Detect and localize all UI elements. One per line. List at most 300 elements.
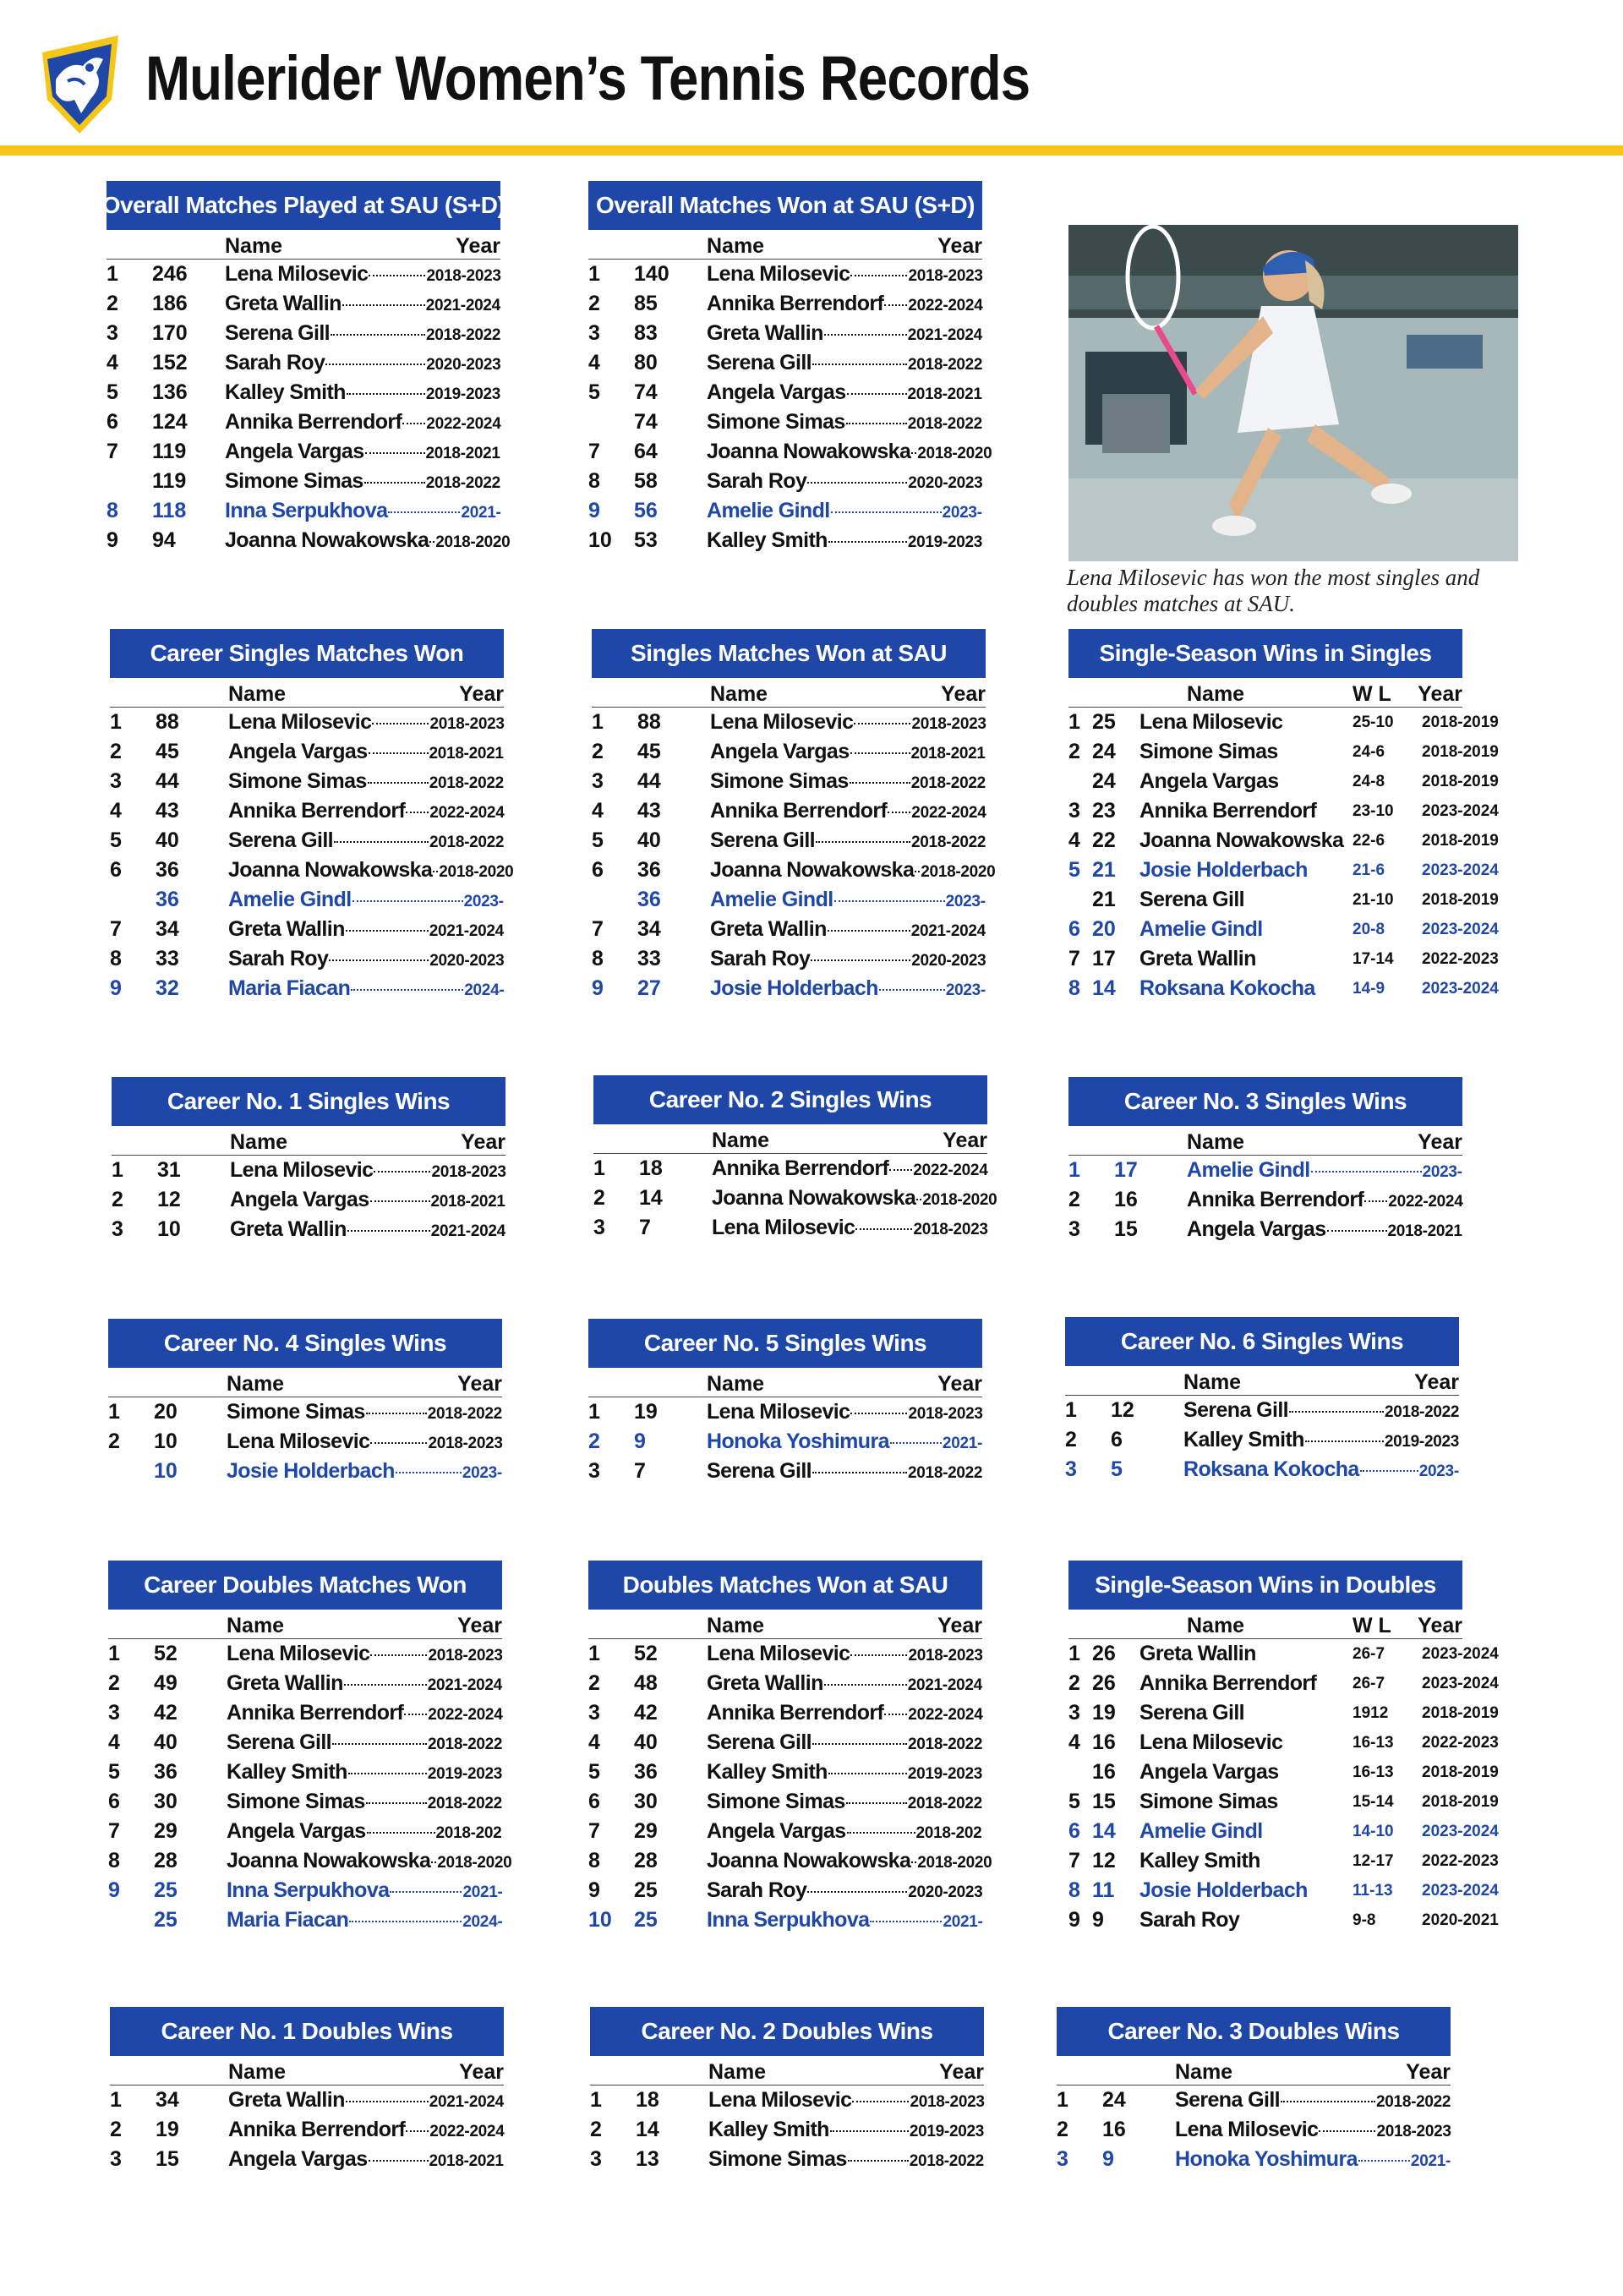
rank: 1	[108, 1400, 120, 1424]
rank: 3	[1057, 2147, 1068, 2171]
win-loss: 17-14	[1352, 950, 1394, 968]
record-value: 9	[634, 1430, 646, 1453]
dot-leader	[344, 1684, 427, 1686]
win-loss: 9-8	[1352, 1911, 1376, 1929]
record-row	[592, 767, 1031, 796]
column-header-row	[588, 1368, 982, 1397]
record-row	[1068, 1156, 1508, 1185]
player-name: Kalley Smith	[1183, 1428, 1304, 1451]
career-years: 2019-2023	[907, 1765, 983, 1783]
career-years: 2018-2020	[922, 1191, 997, 1209]
year-column-header: Year	[461, 1130, 505, 1154]
dot-leader	[850, 275, 907, 276]
record-value: 40	[154, 1730, 178, 1754]
player-entry	[225, 378, 512, 409]
section-title: Career No. 4 Singles Wins	[108, 1319, 502, 1368]
dot-leader	[850, 1654, 907, 1656]
dot-leader	[884, 304, 907, 306]
season-year: 2018-2019	[1422, 743, 1499, 761]
player-entry	[228, 767, 516, 798]
player-name: Annika Berrendorf	[1187, 1188, 1364, 1211]
player-name: Simone Simas	[227, 1790, 365, 1813]
player-entry	[225, 496, 512, 528]
player-name: Amelie Gindl	[710, 888, 833, 911]
rank: 6	[110, 858, 122, 882]
season-year: 2023-2024	[1422, 980, 1499, 998]
section-title: Career No. 2 Doubles Wins	[590, 2007, 984, 2056]
name-column-header: Name	[707, 1614, 765, 1637]
name-column-header: Name	[712, 1129, 770, 1152]
career-years: 2018-2022	[908, 1464, 983, 1482]
record-row	[107, 348, 546, 378]
player-name: Kalley Smith	[707, 1760, 828, 1784]
record-row	[110, 2086, 549, 2115]
player-entry	[227, 1728, 514, 1759]
record-value: 88	[156, 710, 179, 734]
career-years: 2018-2022	[426, 326, 501, 344]
player-name: Sarah Roy	[1139, 1908, 1240, 1932]
record-value: 10	[154, 1459, 178, 1483]
player-name: Serena Gill	[707, 351, 812, 374]
record-value: 43	[156, 799, 179, 823]
record-value: 23	[1092, 799, 1116, 823]
record-row	[1068, 1728, 1508, 1758]
player-name: Simone Simas	[707, 1790, 845, 1813]
player-name: Simone Simas	[1139, 740, 1278, 763]
record-value: 28	[634, 1849, 658, 1872]
rank: 3	[588, 321, 600, 345]
player-name: Honoka Yoshimura	[1175, 2147, 1358, 2171]
column-header-row	[112, 1126, 505, 1156]
record-row	[588, 407, 1028, 437]
record-value: 14	[639, 1186, 663, 1210]
rank: 9	[108, 1878, 120, 1902]
dot-leader	[890, 1442, 942, 1444]
rank: 3	[593, 1216, 605, 1239]
record-row	[1068, 708, 1508, 737]
dot-leader	[846, 423, 907, 424]
player-name: Angela Vargas	[228, 2147, 368, 2171]
player-name: Amelie Gindl	[1139, 917, 1263, 941]
record-value: 22	[1092, 828, 1116, 852]
record-row	[110, 826, 549, 856]
player-name: Simone Simas	[225, 469, 363, 493]
rank: 2	[110, 2118, 122, 2141]
year-column-header: Year	[1414, 1370, 1459, 1394]
record-row	[588, 1758, 1028, 1787]
record-row	[1068, 1758, 1508, 1787]
career-years: 2021-2024	[427, 1676, 502, 1694]
dot-leader	[370, 1442, 427, 1444]
rank: 5	[588, 1760, 600, 1784]
overall-played-section	[101, 181, 546, 555]
player-name: Lena Milosevic	[227, 1642, 370, 1665]
record-row	[107, 467, 546, 496]
player-name: Greta Wallin	[1139, 1642, 1256, 1665]
season-year: 2023-2024	[1422, 1645, 1499, 1663]
record-row	[108, 1817, 548, 1846]
record-row	[108, 1639, 548, 1669]
record-row	[112, 1185, 551, 1215]
player-entry	[710, 974, 997, 1005]
column-header-row	[110, 678, 504, 708]
section-title: Career No. 2 Singles Wins	[593, 1075, 987, 1124]
dot-leader	[884, 1714, 907, 1715]
player-entry	[707, 407, 994, 439]
career-years: 2022-2024	[911, 804, 986, 822]
record-row	[108, 1457, 548, 1486]
record-row	[1068, 915, 1508, 944]
record-row	[108, 1728, 548, 1758]
rank: 2	[107, 292, 118, 315]
dot-leader	[370, 1654, 427, 1656]
photo-caption: Lena Milosevic has won the most singles and doubles matches at SAU.	[1067, 565, 1480, 616]
record-row	[1068, 826, 1508, 856]
record-row	[588, 1817, 1028, 1846]
player-entry	[712, 1184, 999, 1215]
record-row	[108, 1397, 548, 1427]
player-name: Sarah Roy	[228, 947, 329, 970]
record-row	[588, 1427, 1028, 1457]
win-loss: 21-10	[1352, 891, 1394, 909]
doubles-sau-section	[588, 1561, 1028, 1935]
season-year: 2023-2024	[1422, 861, 1499, 879]
record-row	[110, 915, 549, 944]
player-name: Lena Milosevic	[707, 1642, 850, 1665]
player-name: Annika Berrendorf	[228, 2118, 406, 2141]
record-value: 6	[1111, 1428, 1123, 1451]
player-entry	[710, 944, 997, 976]
record-row	[588, 1698, 1028, 1728]
record-value: 21	[1092, 888, 1116, 911]
season-doubles-section	[1068, 1561, 1508, 1935]
record-row	[588, 348, 1028, 378]
player-name: Inna Serpukhova	[707, 1908, 870, 1932]
dot-leader	[824, 334, 907, 336]
season-year: 2023-2024	[1422, 1675, 1499, 1692]
rank: 2	[590, 2118, 602, 2141]
record-row	[588, 1905, 1028, 1935]
record-value: 136	[152, 380, 188, 404]
record-value: 18	[636, 2088, 659, 2112]
record-row	[108, 1787, 548, 1817]
rank: 8	[110, 947, 122, 970]
rank: 7	[1068, 1849, 1080, 1872]
rank: 1	[1068, 1158, 1080, 1182]
record-value: 5	[1111, 1457, 1123, 1481]
name-column-header: Name	[230, 1130, 288, 1154]
dot-leader	[367, 1832, 435, 1834]
player-name: Angela Vargas	[225, 440, 364, 463]
record-row	[588, 289, 1028, 319]
rank: 7	[108, 1819, 120, 1843]
player-entry	[707, 1728, 994, 1759]
record-value: 19	[156, 2118, 179, 2141]
page-title: Mulerider Women’s Tennis Records	[145, 43, 1030, 113]
career-years: 2018-2021	[425, 445, 500, 462]
player-name: Kalley Smith	[1139, 1849, 1260, 1872]
dot-leader	[406, 2130, 429, 2132]
year-column-header: Year	[457, 1614, 502, 1637]
career-years: 2020-2023	[911, 952, 986, 970]
record-value: 33	[156, 947, 179, 970]
record-row	[1057, 2086, 1496, 2115]
player-name: Amelie Gindl	[228, 888, 352, 911]
player-entry	[228, 826, 516, 857]
record-row	[1068, 1787, 1508, 1817]
rank: 8	[1068, 976, 1080, 1000]
season-year: 2023-2024	[1422, 1882, 1499, 1900]
record-value: 152	[152, 351, 188, 374]
record-row	[592, 826, 1031, 856]
year-column-header: Year	[1418, 1130, 1462, 1154]
career-years: 2022-2024	[908, 297, 983, 314]
rank: 8	[108, 1849, 120, 1872]
career-years: 2018-2023	[1376, 2123, 1451, 2140]
record-row	[107, 526, 546, 555]
rank: 1	[1065, 1398, 1077, 1422]
player-name: Josie Holderbach	[1139, 1878, 1308, 1902]
win-loss: 26-7	[1352, 1645, 1385, 1663]
dot-leader	[811, 959, 910, 961]
rank: 6	[1068, 1819, 1080, 1843]
player-name: Simone Simas	[707, 410, 845, 434]
career-years: 2019-2023	[427, 1765, 503, 1783]
record-row	[1065, 1425, 1505, 1455]
win-loss: 12-17	[1352, 1852, 1394, 1870]
player-name: Annika Berrendorf	[710, 799, 888, 823]
year-column-header: Year	[457, 1372, 502, 1396]
career-years: 2021-2024	[425, 297, 500, 314]
player-name: Annika Berrendorf	[1139, 799, 1317, 823]
name-column-header: Name	[1187, 1130, 1245, 1154]
career-years: 2021-2024	[907, 1676, 982, 1694]
rank: 8	[107, 499, 118, 522]
dot-leader	[889, 1169, 912, 1171]
career-years: 2020-2023	[908, 474, 983, 492]
record-value: 14	[1092, 976, 1116, 1000]
dot-leader	[1289, 1411, 1384, 1413]
record-row	[590, 2115, 1030, 2145]
column-header-row	[1068, 678, 1462, 708]
player-name: Sarah Roy	[225, 351, 325, 374]
player-entry	[707, 1397, 994, 1429]
season-year: 2023-2024	[1422, 1823, 1499, 1840]
player-name: Lena Milosevic	[1139, 1730, 1283, 1754]
record-row	[1068, 1639, 1508, 1669]
career-years: 2018-2023	[428, 1435, 503, 1452]
rank: 2	[592, 740, 604, 763]
rank: 1	[1068, 1642, 1080, 1665]
rank: 4	[588, 1730, 600, 1754]
player-entry	[707, 289, 994, 320]
player-entry	[228, 2115, 516, 2146]
dot-leader	[429, 541, 434, 543]
player-name: Annika Berrendorf	[707, 1701, 884, 1725]
player-name: Angela Vargas	[707, 1819, 846, 1843]
name-column-header: Name	[228, 682, 287, 706]
player-name: Josie Holderbach	[227, 1459, 395, 1483]
season-year: 2018-2019	[1422, 832, 1499, 850]
year-column-header: Year	[937, 1372, 982, 1396]
no6-singles-section	[1065, 1317, 1505, 1484]
dot-leader	[431, 1861, 436, 1863]
rank: 5	[107, 380, 118, 404]
player-entry	[227, 1427, 514, 1458]
dot-leader	[351, 989, 463, 991]
record-value: 25	[634, 1908, 658, 1932]
player-entry	[228, 944, 516, 976]
year-column-header: Year	[456, 234, 500, 258]
dot-leader	[372, 723, 429, 724]
player-name: Joanna Nowakowska	[707, 440, 911, 463]
career-years: 2018-2021	[430, 1193, 505, 1211]
player-entry	[707, 1787, 994, 1818]
career-years: 2018-2022	[907, 1795, 982, 1812]
player-entry	[1187, 1215, 1474, 1246]
rank: 1	[1068, 710, 1080, 734]
record-row	[110, 737, 549, 767]
player-name: Joanna Nowakowska	[1139, 828, 1344, 852]
record-row	[110, 2115, 549, 2145]
player-name: Simone Simas	[228, 769, 367, 793]
player-entry	[225, 289, 512, 320]
rank: 3	[108, 1701, 120, 1725]
record-row	[592, 885, 1031, 915]
record-value: 29	[154, 1819, 178, 1843]
rank: 2	[112, 1188, 123, 1211]
season-year: 2018-2019	[1422, 713, 1499, 731]
player-name: Angela Vargas	[1187, 1217, 1326, 1241]
dot-leader	[347, 1230, 430, 1232]
career-years: 2023-	[945, 893, 986, 910]
win-loss: 24-6	[1352, 743, 1385, 761]
record-value: 64	[634, 440, 658, 463]
career-years: 2018-2022	[427, 1405, 502, 1423]
header-divider	[0, 145, 1623, 156]
record-value: 52	[154, 1642, 178, 1665]
player-entry	[225, 348, 512, 380]
record-value: 24	[1092, 769, 1116, 793]
record-value: 94	[152, 528, 176, 552]
career-years: 2018-2021	[1387, 1222, 1462, 1240]
record-value: 26	[1092, 1642, 1116, 1665]
rank: 3	[1068, 799, 1080, 823]
record-row	[593, 1184, 1033, 1213]
win-loss: 20-8	[1352, 921, 1385, 938]
player-name: Inna Serpukhova	[225, 499, 388, 522]
season-year: 2018-2019	[1422, 1763, 1499, 1781]
player-entry	[710, 737, 997, 768]
section-title: Career No. 1 Singles Wins	[112, 1077, 505, 1126]
career-doubles-section	[108, 1561, 548, 1935]
record-value: 17	[1114, 1158, 1138, 1182]
rank: 2	[593, 1186, 605, 1210]
player-name: Simone Simas	[708, 2147, 847, 2171]
record-row	[593, 1154, 1033, 1184]
career-years: 2018-2023	[429, 715, 505, 733]
player-entry	[710, 826, 997, 857]
record-row	[588, 1876, 1028, 1905]
record-value: 7	[639, 1216, 651, 1239]
career-years: 2019-2023	[1384, 1433, 1460, 1451]
career-years: 2021-	[943, 1913, 983, 1931]
player-entry	[1187, 1185, 1474, 1216]
record-value: 30	[634, 1790, 658, 1813]
career-years: 2022-2024	[428, 1706, 503, 1724]
record-value: 15	[1114, 1217, 1138, 1241]
record-value: 40	[156, 828, 179, 852]
record-row	[110, 856, 549, 885]
record-row	[1065, 1455, 1505, 1484]
column-header-row	[107, 230, 500, 260]
record-row	[1065, 1396, 1505, 1425]
season-year: 2018-2019	[1422, 1704, 1499, 1722]
season-singles-section	[1068, 629, 1508, 1003]
record-row	[110, 974, 549, 1003]
dot-leader	[915, 871, 920, 872]
player-entry	[707, 1698, 994, 1730]
record-value: 36	[156, 858, 179, 882]
player-name: Inna Serpukhova	[227, 1878, 390, 1902]
player-entry	[708, 2145, 996, 2176]
player-name: Serena Gill	[227, 1730, 332, 1754]
player-entry	[225, 319, 512, 350]
record-row	[588, 467, 1028, 496]
player-name: Lena Milosevic	[1175, 2118, 1319, 2141]
player-name: Roksana Kokocha	[1139, 976, 1315, 1000]
record-value: 25	[154, 1878, 178, 1902]
player-name: Greta Wallin	[228, 2088, 345, 2112]
player-entry	[228, 708, 516, 739]
record-value: 246	[152, 262, 188, 286]
record-row	[110, 708, 549, 737]
record-value: 16	[1102, 2118, 1126, 2141]
player-name: Lena Milosevic	[225, 262, 369, 286]
player-entry	[227, 1876, 514, 1907]
player-entry	[707, 1457, 994, 1488]
season-year: 2023-2024	[1422, 802, 1499, 820]
column-header-row	[108, 1368, 502, 1397]
section-title: Single-Season Wins in Doubles	[1068, 1561, 1462, 1610]
career-years: 2018-2022	[910, 774, 986, 792]
dot-leader	[850, 782, 910, 784]
dot-leader	[388, 511, 460, 513]
player-entry	[707, 348, 994, 380]
rank: 3	[592, 769, 604, 793]
record-value: 34	[637, 917, 661, 941]
player-name: Serena Gill	[707, 1730, 812, 1754]
career-years: 2018-2023	[908, 267, 983, 285]
player-name: Greta Wallin	[1139, 947, 1256, 970]
record-row	[588, 378, 1028, 407]
career-years: 2022-2024	[913, 1162, 988, 1179]
record-value: 32	[156, 976, 179, 1000]
career-years: 2018-2020	[917, 1854, 992, 1872]
player-name: Amelie Gindl	[1187, 1158, 1310, 1182]
rank: 9	[592, 976, 604, 1000]
rank: 10	[588, 1908, 612, 1932]
player-name: Honoka Yoshimura	[707, 1430, 889, 1453]
career-years: 2018-2022	[1385, 1403, 1460, 1421]
dot-leader	[850, 1413, 907, 1414]
career-years: 2021-	[942, 1435, 983, 1452]
rank: 5	[592, 828, 604, 852]
rank: 7	[588, 440, 600, 463]
career-years: 2023-	[942, 504, 982, 522]
record-value: 15	[1092, 1790, 1116, 1813]
career-years: 2018-2023	[908, 1647, 983, 1665]
